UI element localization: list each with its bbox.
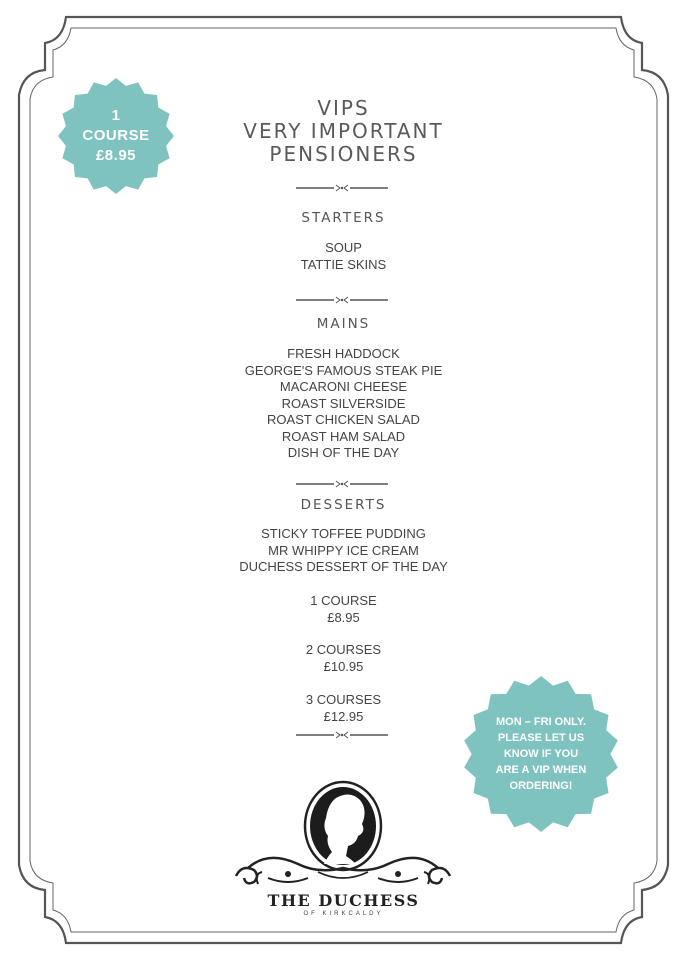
badge-line: ORDERING! (509, 780, 573, 792)
menu-item: ROAST HAM SALAD (281, 428, 406, 444)
menu-item: FRESH HADDOCK (287, 346, 400, 361)
section-heading-mains: MAINS (316, 316, 371, 332)
menu-item: DUCHESS DESSERT OF THE DAY (239, 559, 448, 574)
badge-line: COURSE (82, 127, 150, 144)
menu-item: ROAST CHICKEN SALAD (267, 412, 420, 427)
price-label: 1 COURSE (310, 593, 377, 608)
ornament-divider (296, 731, 388, 739)
title-line: VERY IMPORTANT (243, 119, 444, 143)
badge-line: 1 (111, 107, 121, 124)
vip-notice-badge (463, 676, 619, 832)
ornament-divider (296, 480, 388, 488)
price-value: £8.95 (327, 610, 360, 625)
badge-line: £8.95 (95, 147, 137, 164)
section-heading-starters: STARTERS (301, 210, 386, 226)
price-label: 3 COURSES (305, 692, 382, 707)
menu-item: STICKY TOFFEE PUDDING (261, 526, 426, 541)
logo-name: THE DUCHESS (267, 891, 420, 910)
badge-line: ARE A VIP WHEN (495, 764, 587, 776)
mains-list (0, 346, 687, 462)
title-line: PENSIONERS (269, 142, 418, 166)
menu-item: GEORGE'S FAMOUS STEAK PIE (244, 362, 443, 378)
badge-line: MON – FRI ONLY. (495, 716, 587, 728)
badge-line: PLEASE LET US (497, 732, 585, 744)
price-value: £12.95 (323, 709, 364, 724)
badge-line: KNOW IF YOU (503, 748, 579, 760)
section-heading-desserts: DESSERTS (300, 497, 387, 513)
menu-item: MACARONI CHEESE (279, 379, 408, 394)
menu-item: ROAST SILVERSIDE (281, 395, 406, 411)
price-value: £10.95 (323, 659, 364, 674)
title-line: VIPS (317, 96, 370, 120)
price-option (0, 592, 687, 626)
starters-list (0, 240, 687, 273)
price-label: 2 COURSES (305, 642, 382, 657)
ornament-divider (296, 184, 388, 192)
menu-title (0, 97, 687, 166)
desserts-list (0, 526, 687, 576)
ornament-divider (296, 296, 388, 304)
price-option (0, 641, 687, 675)
menu-item: TATTIE SKINS (300, 256, 387, 272)
logo-subtitle: OF KIRKCALDY (303, 911, 384, 917)
menu-item: SOUP (325, 240, 362, 255)
menu-item: MR WHIPPY ICE CREAM (268, 542, 419, 558)
menu-item: DISH OF THE DAY (287, 445, 400, 460)
